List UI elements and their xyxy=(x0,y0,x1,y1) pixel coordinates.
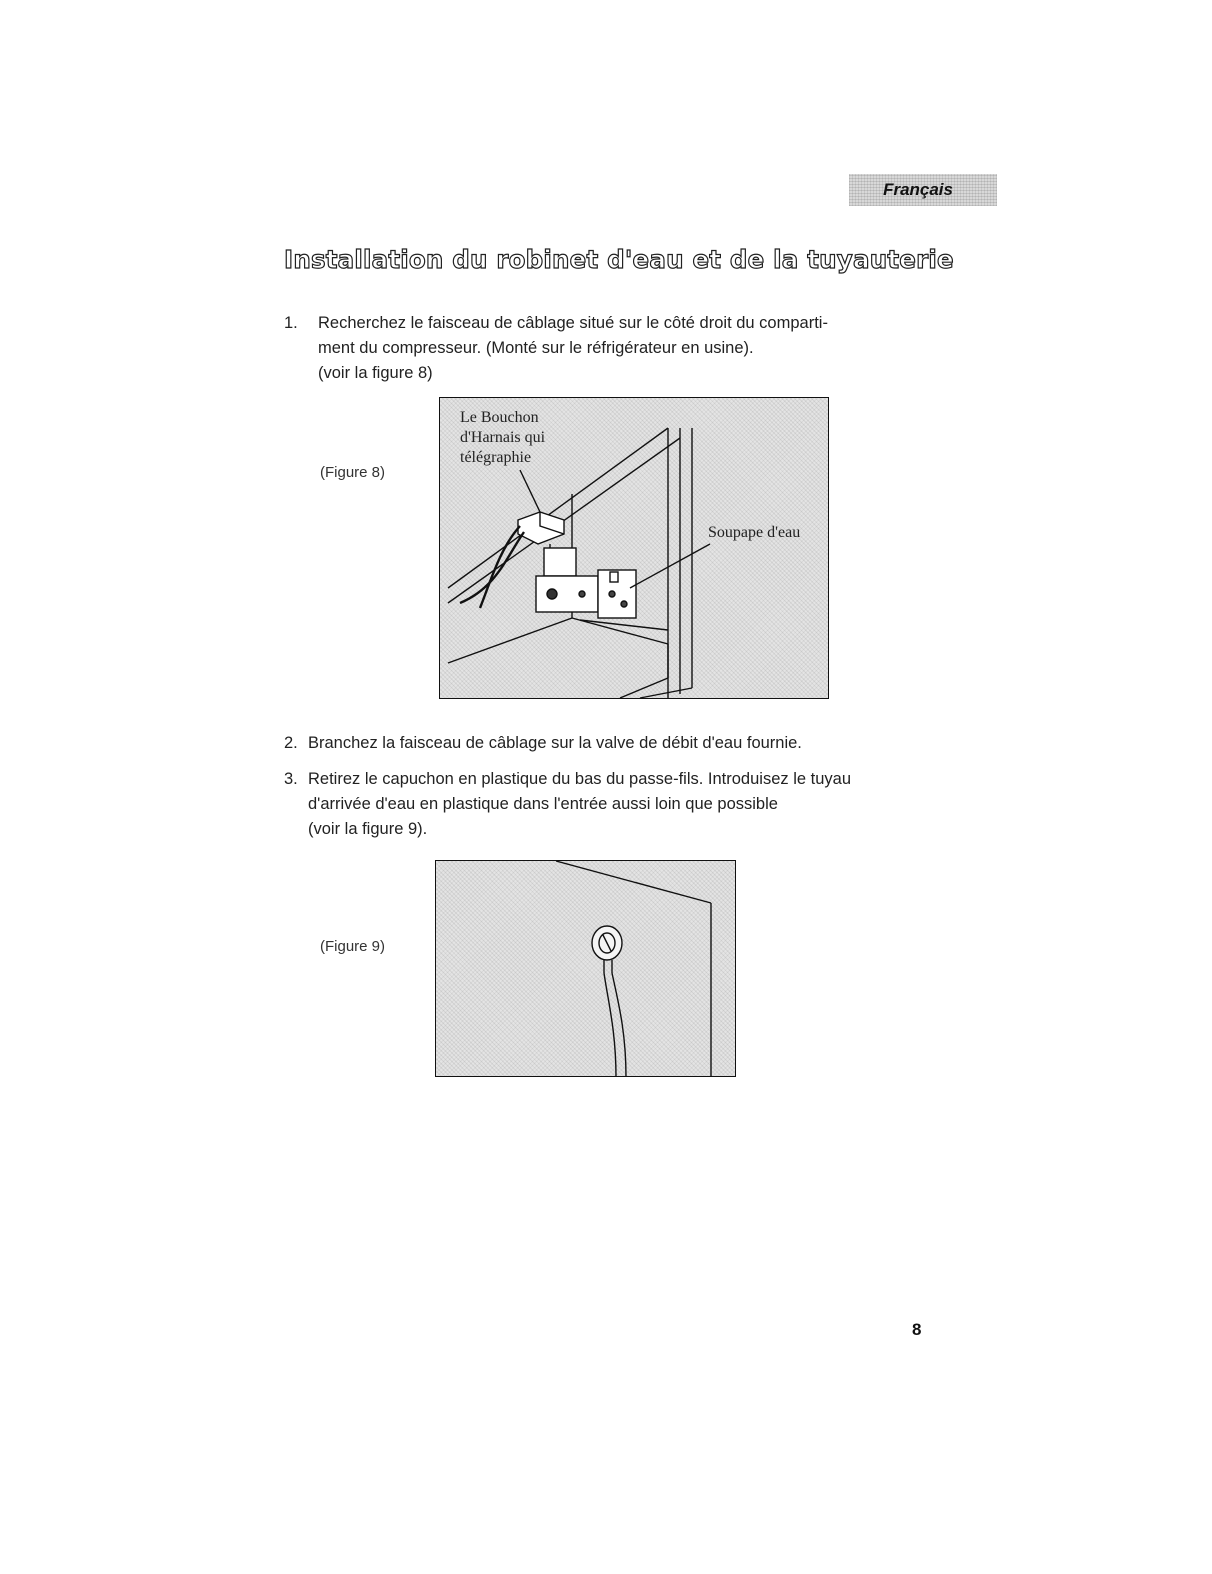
page-number: 8 xyxy=(912,1320,922,1339)
plug-label-line: télégraphie xyxy=(460,449,532,466)
step-text-line: ment du compresseur. (Monté sur le réfrigérateur en usine). xyxy=(318,339,754,357)
figure-9-drawing xyxy=(436,861,737,1078)
step-2 xyxy=(284,731,802,756)
step-text-line: (voir la figure 9). xyxy=(308,820,428,838)
figure-8-caption: (Figure 8) xyxy=(320,464,386,481)
step-number: 1. xyxy=(284,314,298,332)
language-tab: Français xyxy=(849,174,997,206)
figure-8-drawing xyxy=(440,398,830,700)
figure-9-caption: (Figure 9) xyxy=(320,938,386,955)
step-text-line: d'arrivée d'eau en plastique dans l'entrée aussi loin que possible xyxy=(308,795,778,813)
figure-9-grommet-tubing-illustration xyxy=(435,860,736,1077)
step-3 xyxy=(284,767,851,842)
figure-8-water-valve-illustration xyxy=(439,397,829,699)
step-number: 2. xyxy=(284,734,298,752)
plug-label-line: Le Bouchon xyxy=(460,409,539,426)
step-1 xyxy=(284,311,828,386)
valve-label: Soupape d'eau xyxy=(708,524,801,541)
step-text-line: Retirez le capuchon en plastique du bas du passe-fils. Introduisez le tuyau xyxy=(308,770,851,788)
step-text-line: Branchez la faisceau de câblage sur la valve de débit d'eau fournie. xyxy=(308,734,802,752)
section-title: Installation du robinet d'eau et de la tuyauterie xyxy=(284,245,954,274)
plug-label-line: d'Harnais qui xyxy=(460,429,546,446)
step-text-line: Recherchez le faisceau de câblage situé sur le côté droit du comparti- xyxy=(318,314,828,332)
step-text-line: (voir la figure 8) xyxy=(318,364,433,382)
step-number: 3. xyxy=(284,770,298,788)
